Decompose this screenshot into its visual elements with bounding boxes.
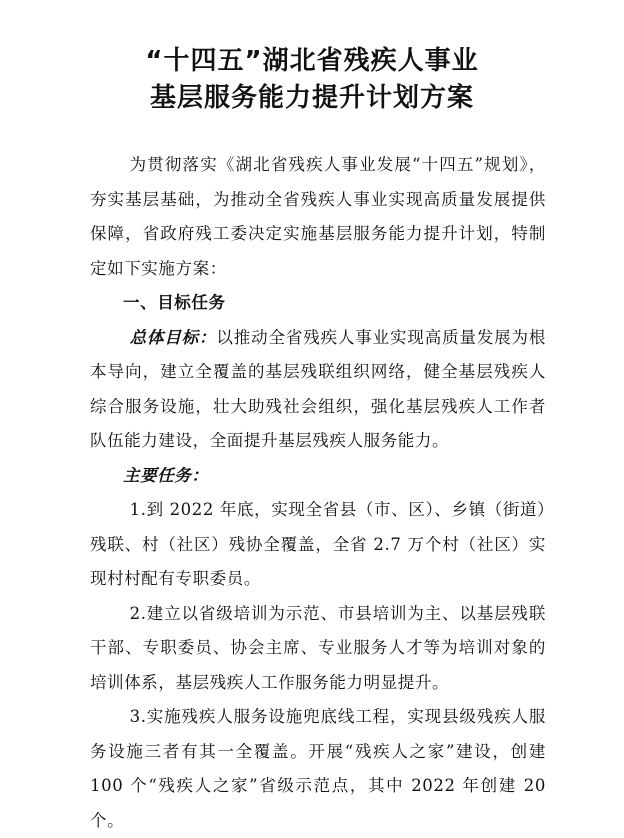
document-title-line-2: 基层服务能力提升计划方案	[149, 83, 474, 113]
task-item: 1.到 2022 年底，实现全省县（市、区）、乡镇（街道）残联、村（社区）残协全覆盖，全省 2.7 万个村（社区）实现村村配有专职委员。	[90, 500, 546, 588]
intro-paragraph: 为贯彻落实《湖北省残疾人事业发展“十四五”规划》，夯实基层基础，为推动全省残疾人事业实现高质量发展提供保障，省政府残工委决定实施基层服务能力提升计划，特制定如下实施方案：	[90, 155, 546, 278]
overall-goal-label: 总体目标：	[129, 327, 217, 347]
section-heading-targets: 一、目标任务	[123, 293, 226, 312]
overall-goal-paragraph	[90, 321, 546, 459]
document-title-line-1: “十四五”湖北省残疾人事业	[145, 46, 479, 76]
overall-goal-text: 以推动全省残疾人事业实现高质量发展为根本导向，建立全覆盖的基层残联组织网络，健全基层残疾人综合服务设施，壮大助残社会组织，强化基层残疾人工作者队伍能力建设，全面提升基层残疾人服务能力。	[90, 327, 547, 450]
main-tasks-label: 主要任务：	[123, 465, 209, 485]
task-item: 2.建立以省级培训为示范、市县培训为主、以基层残联干部、专职委员、协会主席、专业服务人才等为培训对象的培训体系，基层残疾人工作服务能力明显提升。	[90, 603, 546, 692]
document-body	[90, 148, 546, 838]
task-item: 3.实施残疾人服务设施兜底线工程，实现县级残疾人服务设施三者有其一全覆盖。开展“残疾人之家”建设，创建 100 个“残疾人之家”省级示范点，其中 2022 年创建 20 个。	[90, 707, 546, 830]
